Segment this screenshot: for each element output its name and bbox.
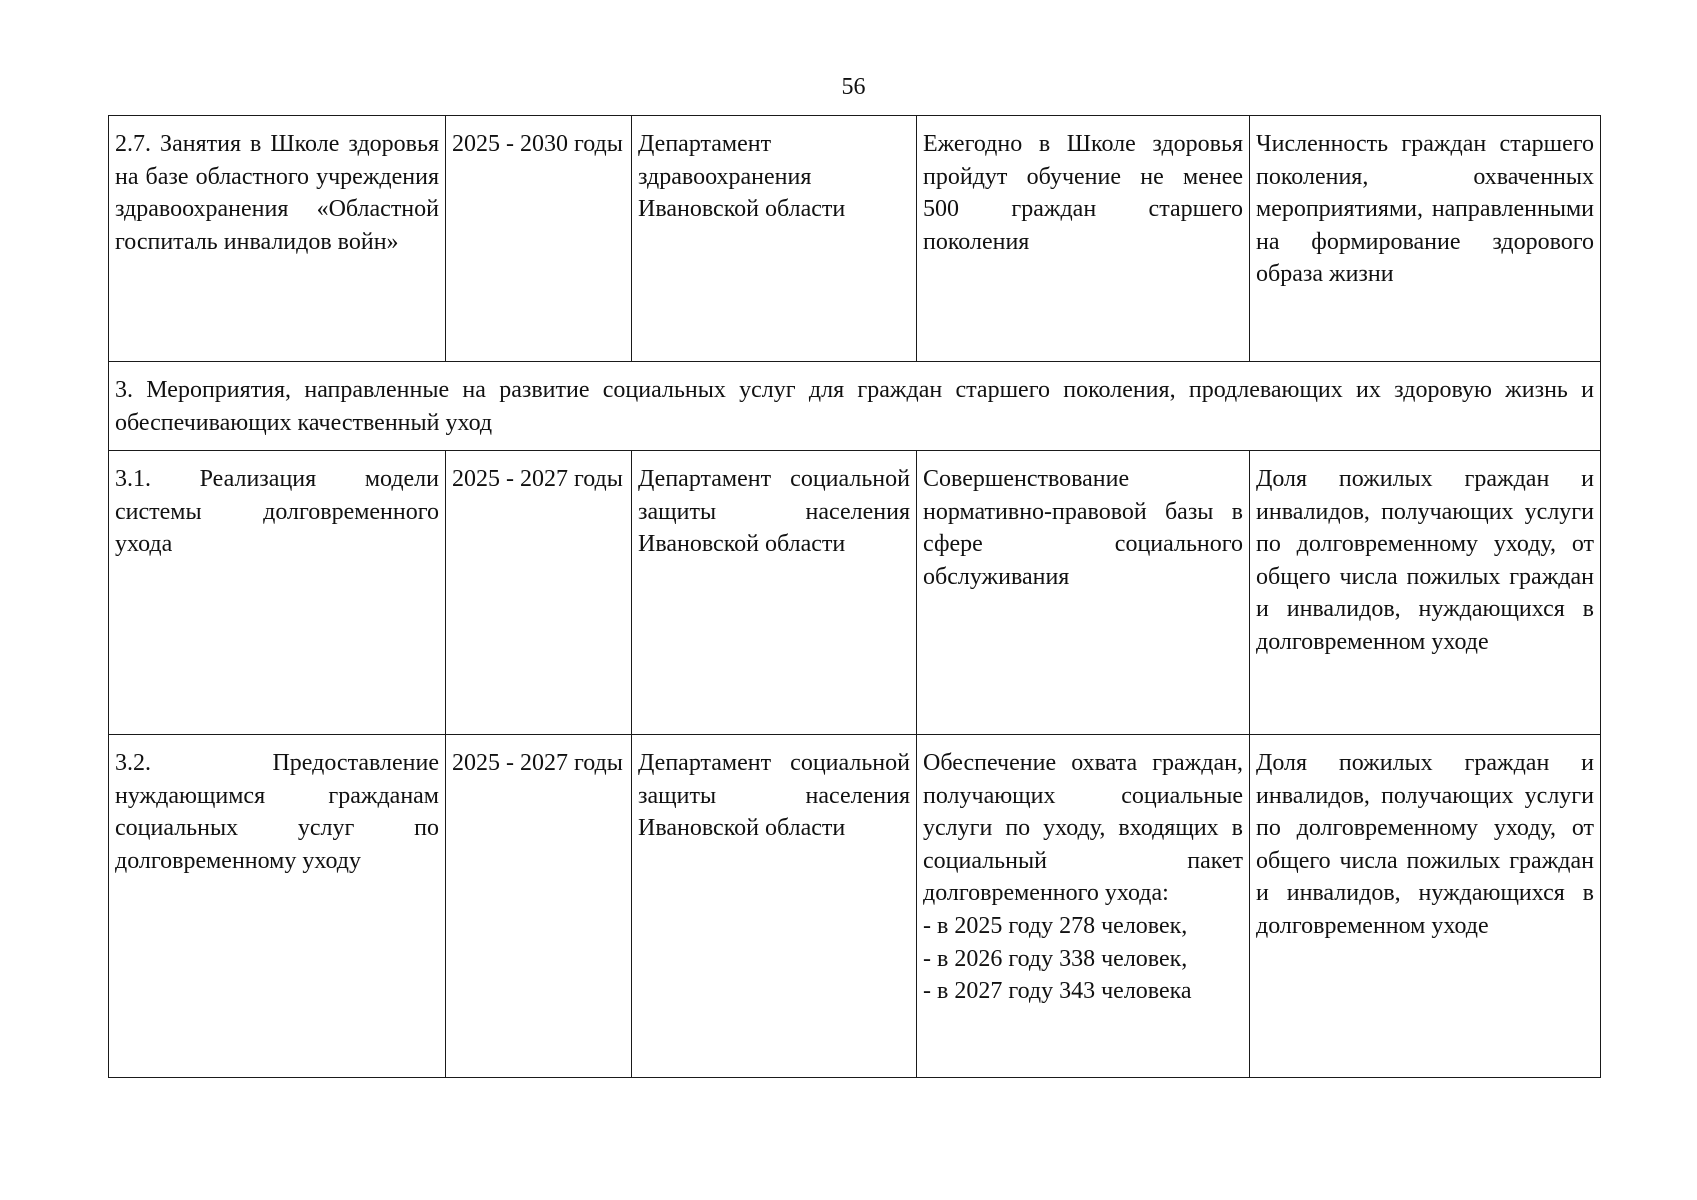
table-row: [109, 735, 1601, 1078]
executor-cell: Департамент социальной защиты населения Ивановской области: [632, 451, 917, 735]
page-number: 56: [841, 74, 866, 100]
activities-table: [108, 115, 1601, 1078]
activity-cell: 3.2. Предоставление нуждающимся гражданам социальных услуг по долговременному уходу: [109, 735, 446, 1078]
executor-cell: Департамент социальной защиты населения Ивановской области: [632, 735, 917, 1078]
result-intro: Обеспечение охвата граждан, получающих социальные услуги по уходу, входящих в социальный пакет долговременного ухода:: [923, 750, 1243, 907]
period-cell: 2025 - 2027 годы: [446, 735, 632, 1078]
result-cell: Ежегодно в Школе здоровья пройдут обучение не менее 500 граждан старшего поколения: [917, 116, 1250, 362]
indicator-cell: Доля пожилых граждан и инвалидов, получающих услуги по долговременному уходу, от общего числа пожилых граждан и инвалидов, нуждающихся в долговременном уходе: [1250, 735, 1601, 1078]
activity-cell: 2.7. Занятия в Школе здоровья на базе областного учреждения здравоохранения «Областной госпиталь инвалидов войн»: [109, 116, 446, 362]
indicator-cell: Доля пожилых граждан и инвалидов, получающих услуги по долговременному уходу, от общего числа пожилых граждан и инвалидов, нуждающихся в долговременном уходе: [1250, 451, 1601, 735]
section-heading: 3. Мероприятия, направленные на развитие социальных услуг для граждан старшего поколения, продлевающих их здоровую жизнь и обеспечивающих качественный уход: [109, 362, 1601, 451]
section-heading-row: [109, 362, 1601, 451]
period-cell: 2025 - 2030 годы: [446, 116, 632, 362]
result-cell: Совершенствование нормативно-правовой базы в сфере социального обслуживания: [917, 451, 1250, 735]
executor-cell: Департамент здравоохранения Ивановской области: [632, 116, 917, 362]
indicator-cell: Численность граждан старшего поколения, охваченных мероприятиями, направленными на формирование здорового образа жизни: [1250, 116, 1601, 362]
result-item: - в 2026 году 338 человек,: [923, 945, 1188, 972]
period-cell: 2025 - 2027 годы: [446, 451, 632, 735]
table-row: [109, 116, 1601, 362]
table-row: [109, 451, 1601, 735]
result-item: - в 2027 году 343 человека: [923, 978, 1192, 1005]
activity-cell: 3.1. Реализация модели системы долговременного ухода: [109, 451, 446, 735]
result-cell: [917, 735, 1250, 1078]
result-item: - в 2025 году 278 человек,: [923, 912, 1188, 939]
